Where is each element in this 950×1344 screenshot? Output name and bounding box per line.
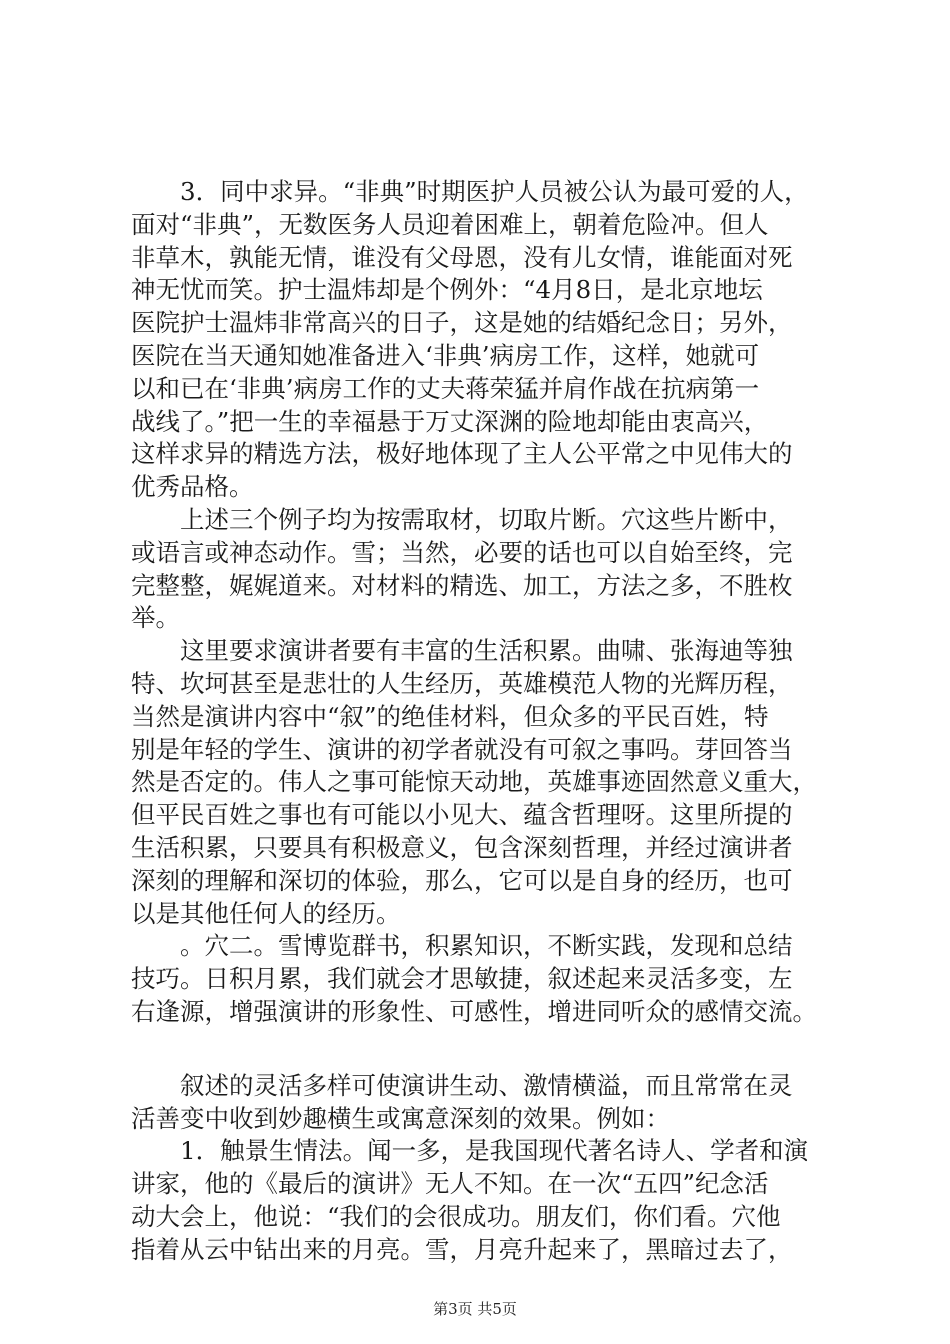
text-line: 非草木，孰能无情，谁没有父母恩，没有儿女情，谁能面对死 bbox=[131, 242, 793, 272]
text-line: 上述三个例子均为按需取材，切取片断。穴这些片断中， bbox=[180, 504, 793, 534]
page-number-label: 第3页 共5页 bbox=[433, 1300, 517, 1318]
text-line: 这样求异的精选方法，极好地体现了主人公平常之中见伟大的 bbox=[131, 439, 793, 469]
text-line: 医院护士温炜非常高兴的日子，这是她的结婚纪念日；另外， bbox=[131, 308, 793, 338]
text-line: 动大会上，他说：“我们的会很成功。朋友们，你们看。穴他 bbox=[131, 1201, 781, 1231]
text-line: 优秀品格。 bbox=[131, 472, 254, 502]
text-line: 深刻的理解和深切的体验，那么，它可以是自身的经历，也可 bbox=[131, 865, 793, 895]
text-line: 以和已在‘非典’病房工作的丈夫蒋荣猛并肩作战在抗病第一 bbox=[131, 373, 760, 403]
text-line: 讲家，他的《最后的演讲》无人不知。在一次“五四”纪念活 bbox=[131, 1169, 769, 1199]
text-line: 当然是演讲内容中“叙”的绝佳材料，但众多的平民百姓，特 bbox=[131, 701, 769, 731]
text-line: 然是否定的。伟人之事可能惊天动地，英雄事迹固然意义重大， bbox=[131, 767, 817, 797]
text-line: 指着从云中钻出来的月亮。雪，月亮升起来了，黑暗过去了， bbox=[131, 1234, 793, 1264]
text-line: 举。 bbox=[131, 603, 180, 633]
text-line: 3．同中求异。“非典”时期医护人员被公认为最可爱的人， bbox=[180, 177, 809, 206]
document-body bbox=[131, 176, 851, 1267]
text-line: 神无忧而笑。护士温炜却是个例外：“4月8日，是北京地坛 bbox=[131, 275, 763, 305]
text-line: 特、坎坷甚至是悲壮的人生经历，英雄模范人物的光辉历程， bbox=[131, 668, 793, 698]
text-line: 以是其他任何人的经历。 bbox=[131, 898, 401, 928]
text-line: 生活积累，只要具有积极意义，包含深刻哲理，并经过演讲者 bbox=[131, 832, 793, 862]
text-line: 或语言或神态动作。雪；当然，必要的话也可以自始至终，完 bbox=[131, 537, 793, 567]
text-line: 但平民百姓之事也有可能以小见大、蕴含哲理呀。这里所提的 bbox=[131, 800, 793, 830]
text-line: 活善变中收到妙趣横生或寓意深刻的效果。例如： bbox=[131, 1103, 670, 1133]
paragraph-gap bbox=[131, 1029, 851, 1070]
text-line: 叙述的灵活多样可使演讲生动、激情横溢，而且常常在灵 bbox=[180, 1070, 793, 1100]
text-line: 战线了。”把一生的幸福悬于万丈深渊的险地却能由衷高兴， bbox=[131, 406, 769, 436]
text-line: 医院在当天通知她准备进入‘非典’病房工作，这样，她就可 bbox=[131, 340, 760, 370]
text-line: 完整整，娓娓道来。对材料的精选、加工，方法之多，不胜枚 bbox=[131, 570, 793, 600]
text-line: 这里要求演讲者要有丰富的生活积累。曲啸、张海迪等独 bbox=[180, 636, 793, 666]
text-line: 。穴二。雪博览群书，积累知识，不断实践，发现和总结 bbox=[180, 931, 793, 961]
text-line: 1．触景生情法。闻一多，是我国现代著名诗人、学者和演 bbox=[180, 1136, 809, 1166]
text-line: 别是年轻的学生、演讲的初学者就没有可叙之事吗。芽回答当 bbox=[131, 734, 793, 764]
text-line: 技巧。日积月累，我们就会才思敏捷，叙述起来灵活多变，左 bbox=[131, 964, 793, 994]
page-footer bbox=[0, 1299, 950, 1319]
text-line: 面对“非典”，无数医务人员迎着困难上，朝着危险冲。但人 bbox=[131, 209, 769, 239]
text-line: 右逢源，增强演讲的形象性、可感性，增进同听众的感情交流。 bbox=[131, 996, 817, 1026]
